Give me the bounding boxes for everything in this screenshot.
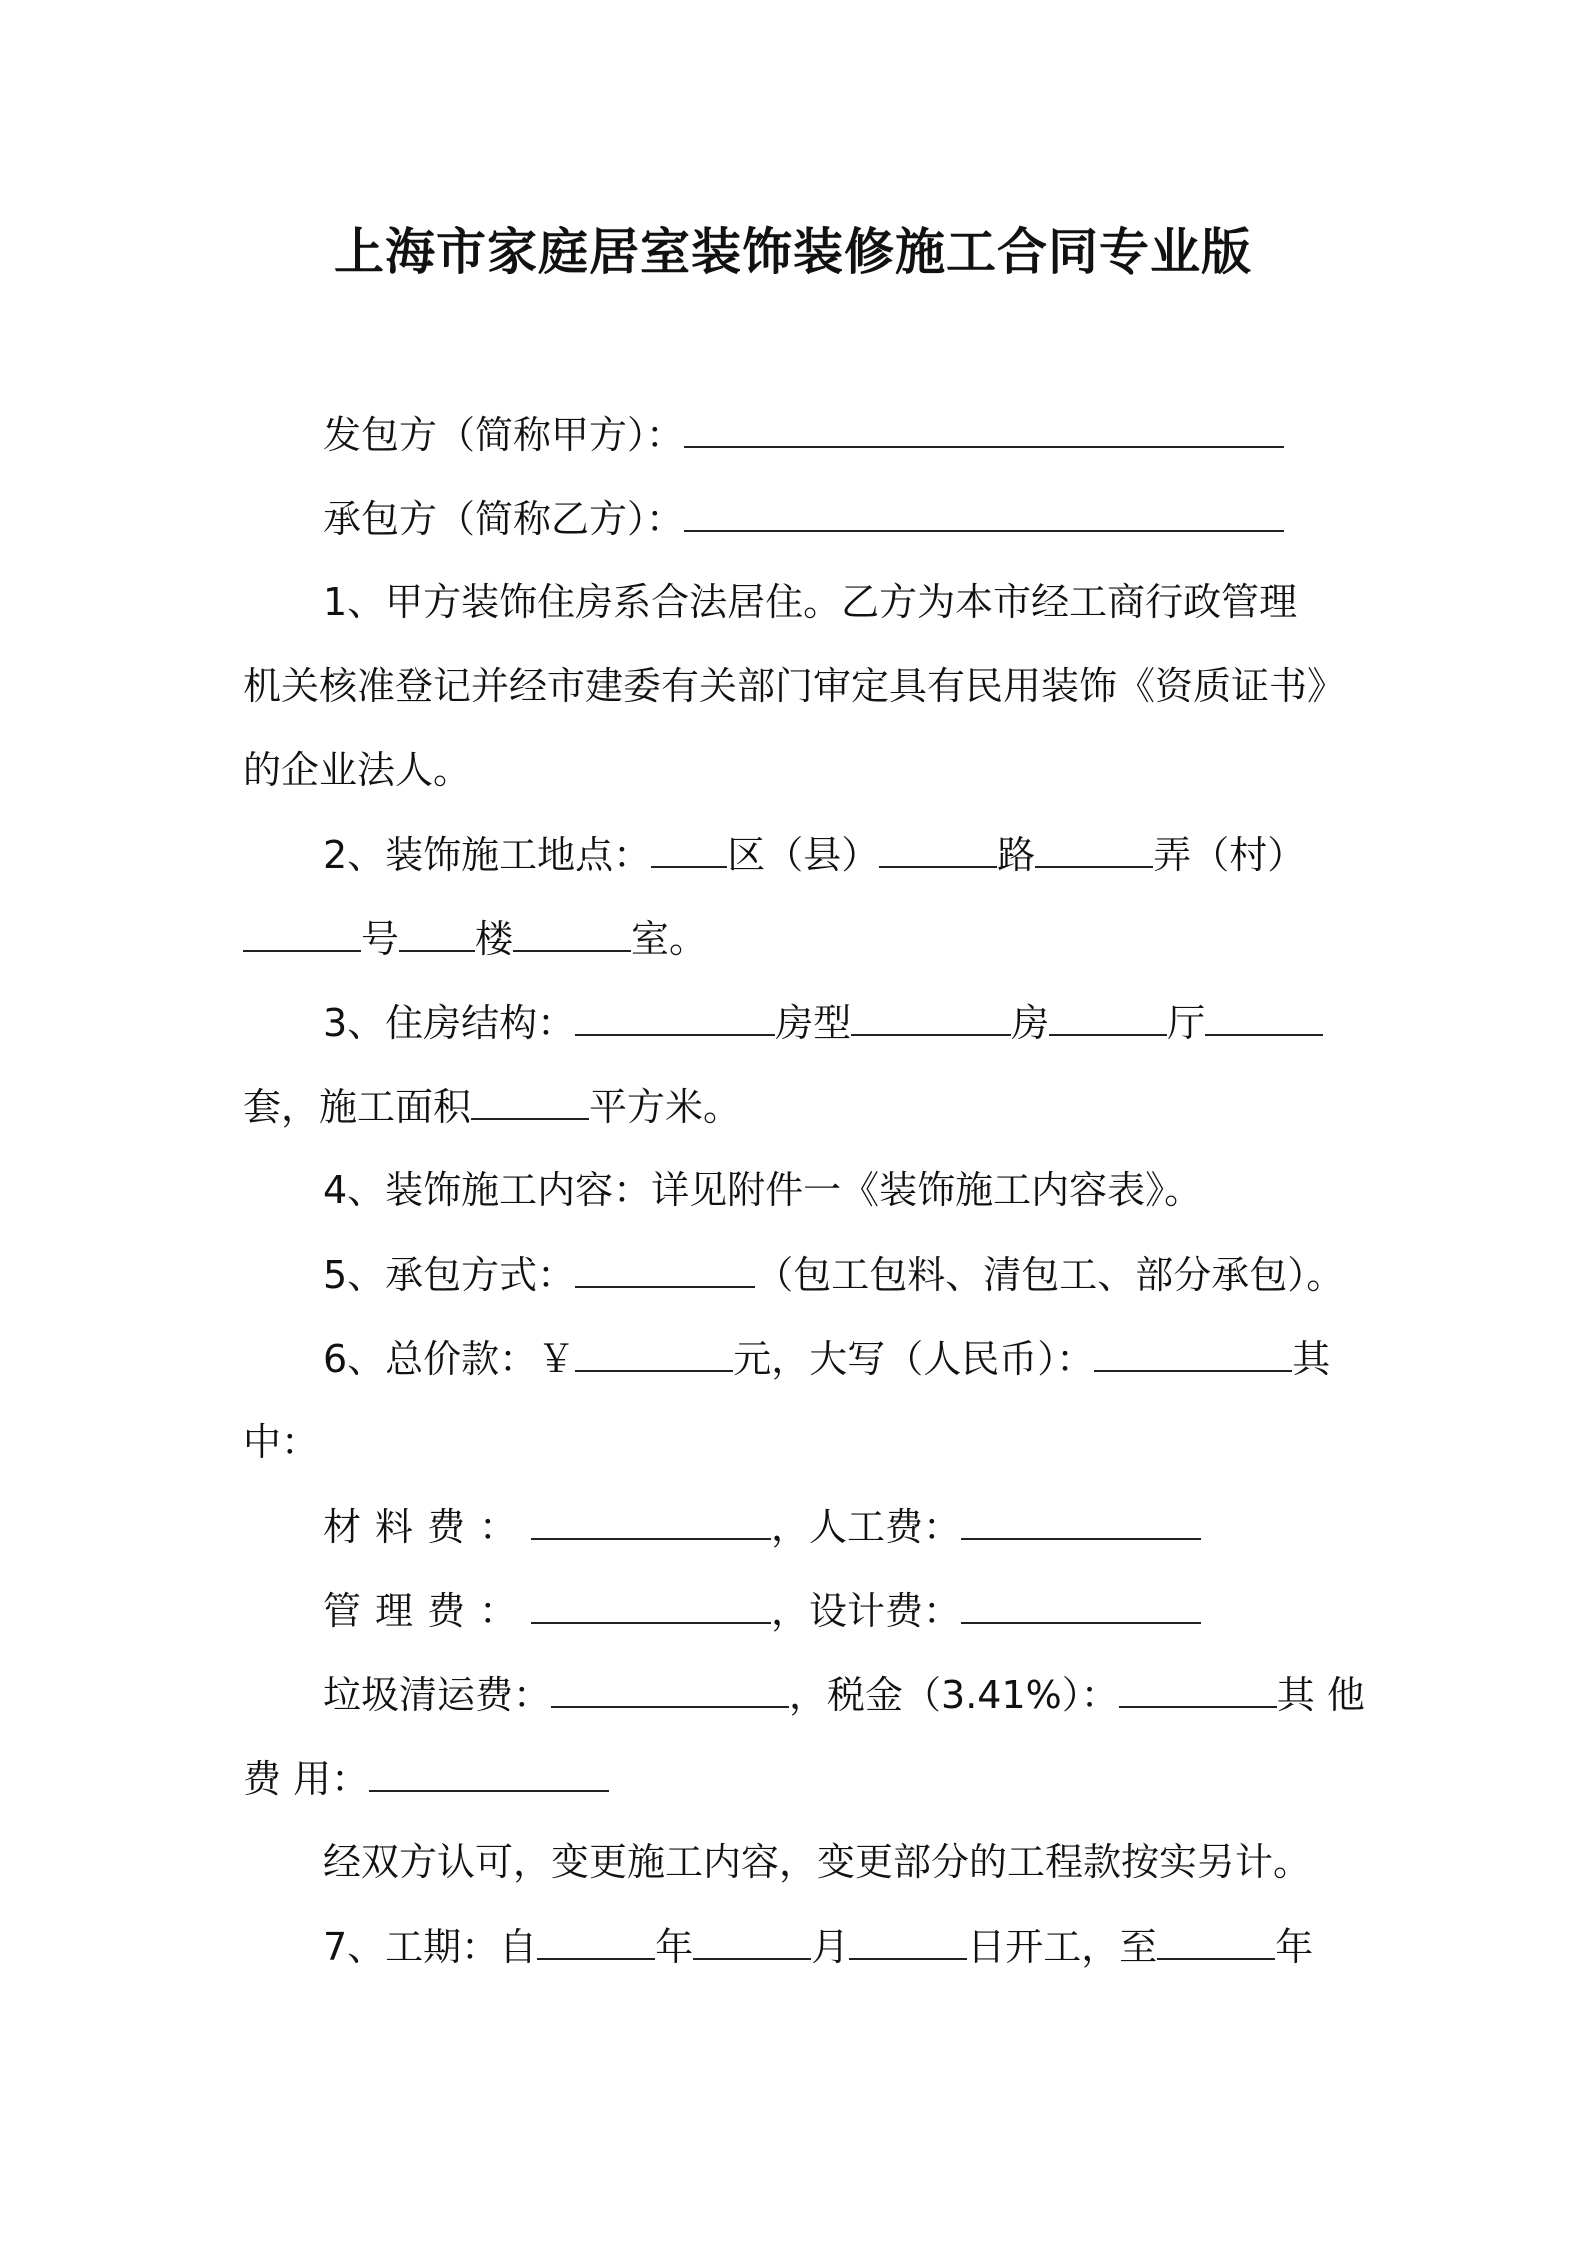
clause-6-prefix: 6、总价款：￥ [323,1337,576,1381]
labor-fee-blank[interactable] [961,1500,1201,1540]
clause-2-line-1 [323,828,1305,880]
structure-blank[interactable] [575,996,775,1036]
yuan-label: 元，大写（人民币）： [733,1337,1095,1381]
other-fee-label-2: 费 用： [243,1757,370,1801]
type-blank[interactable] [851,996,1011,1036]
lane-label: 弄（村） [1153,833,1306,877]
other-fee-blank[interactable] [369,1752,609,1792]
fees-line-4 [243,1752,609,1804]
material-fee-blank[interactable] [531,1500,771,1540]
party-b-line [323,492,1284,544]
clause-1-line-1: 1、甲方装饰住房系合法居住。乙方为本市经工商行政管理 [323,580,1298,624]
start-year-blank[interactable] [537,1920,655,1960]
road-blank[interactable] [879,828,997,868]
tax-blank[interactable] [1119,1668,1277,1708]
year-label: 年 [655,1925,694,1969]
rooms-label: 房 [1011,1001,1050,1045]
room-label: 室。 [631,917,708,961]
contract-mode-options: （包工包料、清包工、部分承包）。 [755,1253,1345,1297]
other-fee-label-1: 其 他 [1276,1673,1365,1717]
month-label: 月 [811,1925,850,1969]
start-day-blank[interactable] [849,1920,967,1960]
material-fee-label: 材料费： [323,1505,532,1549]
end-year-label: 年 [1275,1925,1314,1969]
clause-7-prefix: 7、工期：自 [323,1925,538,1969]
fees-line-2 [323,1584,1201,1636]
unit-label: 套，施工面积 [243,1085,472,1129]
end-year-blank[interactable] [1157,1920,1275,1960]
management-fee-label: 管理费： [323,1589,532,1633]
lane-blank[interactable] [1035,828,1153,868]
clause-3-line-2 [243,1080,741,1132]
district-label: 区（县） [727,833,880,877]
party-a-line [323,408,1284,460]
design-fee-blank[interactable] [961,1584,1201,1624]
design-fee-label: ，设计费： [771,1589,962,1633]
rooms-blank[interactable] [1049,996,1167,1036]
halls-label: 厅 [1167,1001,1206,1045]
clause-2-line-2 [243,912,707,964]
qi-label: 其 [1292,1337,1331,1381]
page-title: 上海市家庭居室装饰装修施工合同专业版 [334,223,1252,281]
area-unit-label: 平方米。 [589,1085,742,1129]
type-label: 房型 [775,1001,852,1045]
halls-blank[interactable] [1205,996,1323,1036]
contract-mode-blank[interactable] [575,1248,755,1288]
clause-4-line: 4、装饰施工内容：详见附件一《装饰施工内容表》。 [323,1168,1203,1212]
labor-fee-label: ，人工费： [771,1505,962,1549]
clause-5-line [323,1248,1344,1300]
room-blank[interactable] [513,912,631,952]
party-a-label: 发包方（简称甲方）： [323,413,685,457]
building-blank[interactable] [399,912,475,952]
road-label: 路 [997,833,1036,877]
number-label: 号 [361,917,400,961]
clause-7-line [323,1920,1313,1972]
tax-label: ，税金（3.41%）： [789,1673,1119,1717]
building-label: 楼 [475,917,514,961]
start-month-blank[interactable] [693,1920,811,1960]
change-note: 经双方认可，变更施工内容，变更部分的工程款按实另计。 [323,1840,1312,1884]
total-price-blank[interactable] [575,1332,733,1372]
clause-6-line-1 [323,1332,1330,1384]
clause-3-line-1 [323,996,1323,1048]
fees-line-3 [323,1668,1365,1720]
start-day-label: 日开工，至 [967,1925,1158,1969]
party-b-blank[interactable] [684,492,1284,532]
fees-line-1 [323,1500,1201,1552]
clause-3-prefix: 3、住房结构： [323,1001,576,1045]
clause-2-prefix: 2、装饰施工地点： [323,833,652,877]
total-price-words-blank[interactable] [1094,1332,1292,1372]
management-fee-blank[interactable] [531,1584,771,1624]
party-a-blank[interactable] [684,408,1284,448]
clause-5-prefix: 5、承包方式： [323,1253,576,1297]
party-b-label: 承包方（简称乙方）： [323,497,685,541]
district-blank[interactable] [651,828,727,868]
clause-1-line-2: 机关核准登记并经市建委有关部门审定具有民用装饰《资质证书》 [243,664,1346,708]
clause-6-line-2: 中： [243,1420,320,1464]
garbage-fee-blank[interactable] [551,1668,789,1708]
area-blank[interactable] [471,1080,589,1120]
number-blank[interactable] [243,912,361,952]
clause-1-line-3: 的企业法人。 [243,748,472,792]
garbage-fee-label: 垃圾清运费： [323,1673,552,1717]
